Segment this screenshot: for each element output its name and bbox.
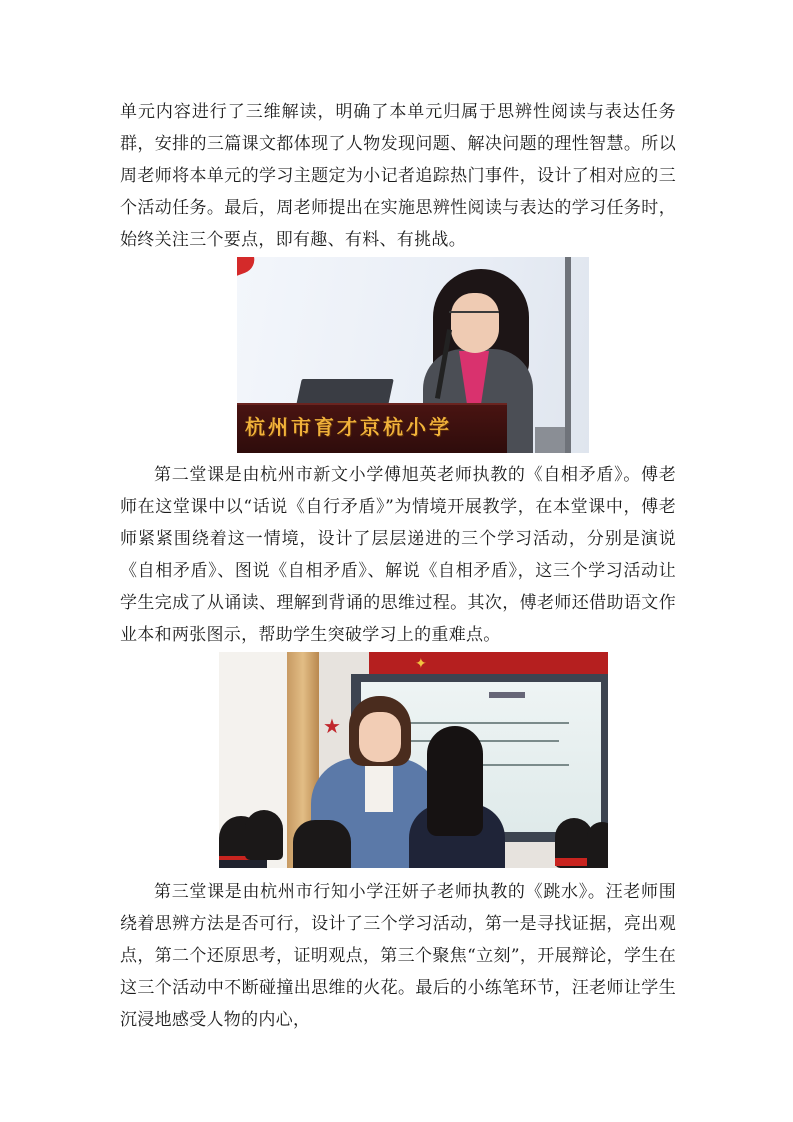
photo-speaker-at-podium xyxy=(237,257,589,453)
whiteboard-base xyxy=(535,427,565,453)
paragraph-2: 第二堂课是由杭州市新文小学傅旭英老师执教的《自相矛盾》。傅老师在这堂课中以“话说《自行矛盾》”为情境开展教学，在本堂课中，傅老师紧紧围绕着这一情境，设计了层层递进的三个学习活动，分别是演说《自相矛盾》、图说《自相矛盾》、解说《自相矛盾》，这三个学习活动让学生完成了从诵读、理解到背诵的思维过程。其次，傅老师还借助语文作业本和两张图示，帮助学生突破学习上的重难点。 xyxy=(120,465,676,645)
laptop xyxy=(296,379,394,405)
banner-emblem: ✦ xyxy=(415,656,427,672)
speaker-face xyxy=(451,293,499,353)
seated-student-scarf xyxy=(555,858,591,866)
teacher-shirt xyxy=(365,762,393,812)
seated-student-shirt xyxy=(219,860,267,868)
speaker-glasses xyxy=(449,311,499,323)
photo-classroom xyxy=(219,652,608,868)
seated-student xyxy=(587,822,608,868)
paragraph-3: 第三堂课是由杭州市行知小学汪妍子老师执教的《跳水》。汪老师围绕着思辨方法是否可行，设计了三个学习活动，第一是寻找证据，亮出观点，第二个还原思考，证明观点，第三个聚焦“立刻”，开展辩论，学生在这三个活动中不断碰撞出思维的火花。最后的小练笔环节，汪老师让学生沉浸地感受人物的内心， xyxy=(120,882,676,1030)
student-hair xyxy=(427,726,483,836)
seated-student xyxy=(293,820,351,868)
star-icon: ★ xyxy=(323,714,341,738)
decoration-red-shape xyxy=(237,257,258,276)
student-standing xyxy=(405,726,505,868)
podium-sign: 杭州市育才京杭小学 xyxy=(245,415,452,439)
whiteboard-stand xyxy=(565,257,571,453)
paragraph-1: 单元内容进行了三维解读，明确了本单元归属于思辨性阅读与表达任务群，安排的三篇课文都体现了人物发现问题、解决问题的理性智慧。所以周老师将本单元的学习主题定为小记者追踪热门事件，设计了相对应的三个活动任务。最后，周老师提出在实施思辨性阅读与表达的学习任务时，始终关注三个要点，即有趣、有料、有挑战。 xyxy=(120,102,676,250)
seated-student xyxy=(245,810,283,860)
screen-title-text xyxy=(489,692,525,698)
teacher-face xyxy=(359,712,401,762)
red-banner xyxy=(369,652,608,676)
